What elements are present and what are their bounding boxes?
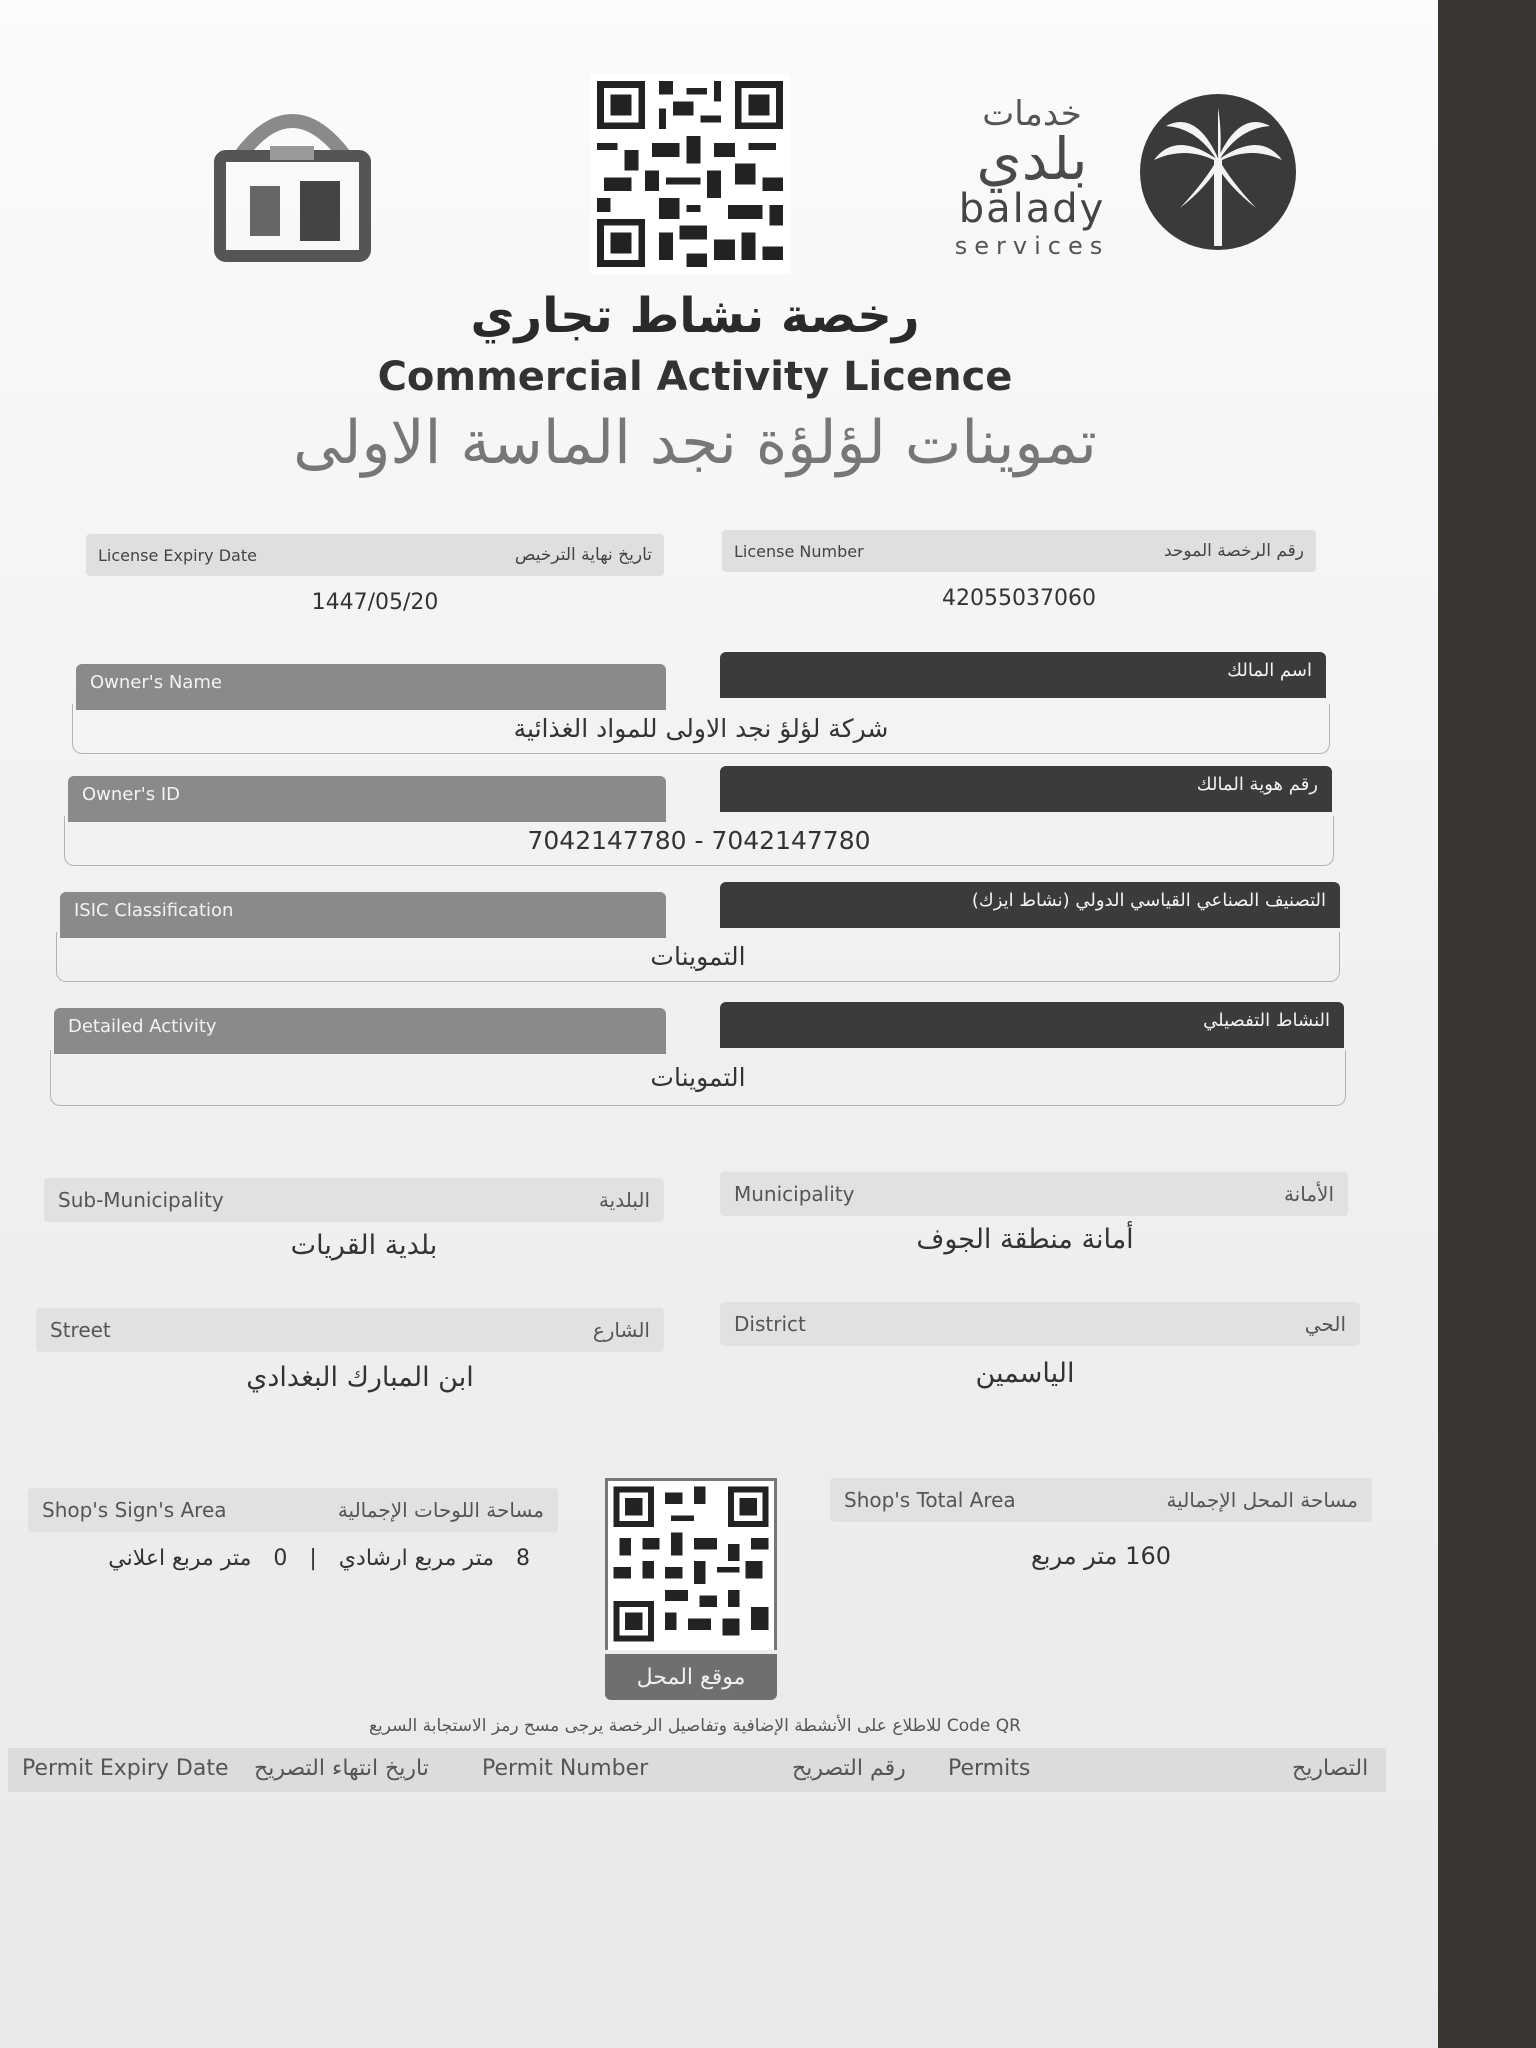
sign-area-label-box bbox=[28, 1488, 558, 1532]
sub-municipality-label-ar: البلدية bbox=[598, 1188, 650, 1212]
license-number-value: 42055037060 bbox=[942, 586, 1096, 611]
detailed-activity-value: التموينات bbox=[50, 1050, 1346, 1106]
owner-id-label-en: Owner's ID bbox=[68, 776, 666, 822]
permits-label-en: Permits bbox=[948, 1756, 1031, 1781]
street-value: ابن المبارك البغدادي bbox=[246, 1362, 474, 1393]
total-area-value: 160 bbox=[1125, 1542, 1171, 1570]
sub-municipality-value: بلدية القريات bbox=[290, 1230, 438, 1261]
total-area-unit: متر مربع bbox=[1031, 1542, 1118, 1570]
qurayyat-municipality-logo bbox=[200, 86, 385, 266]
license-expiry-label-en: License Expiry Date bbox=[98, 545, 257, 565]
sub-municipality-label-en: Sub-Municipality bbox=[58, 1188, 224, 1212]
balady-services-wordmark bbox=[952, 96, 1112, 260]
balady-ar-small: خدمات bbox=[982, 94, 1082, 134]
isic-label-ar: التصنيف الصناعي القياسي الدولي (نشاط ايزك) bbox=[720, 882, 1340, 928]
qr-code-shop-location[interactable] bbox=[605, 1478, 777, 1650]
municipality-label-en: Municipality bbox=[734, 1182, 855, 1206]
detailed-activity-label-ar: النشاط التفصيلي bbox=[720, 1002, 1344, 1048]
district-label-en: District bbox=[734, 1312, 806, 1336]
business-name: تموينات لؤلؤة نجد الماسة الاولى bbox=[293, 408, 1097, 478]
license-expiry-label-box bbox=[86, 534, 664, 576]
license-expiry-label-ar: تاريخ نهاية الترخيص bbox=[514, 545, 652, 565]
sign-area-separator: | bbox=[309, 1546, 317, 1571]
qr-scan-note: للاطلاع على الأنشطة الإضافية وتفاصيل الرخصة يرجى مسح رمز الاستجابة السريع Code QR bbox=[369, 1716, 1021, 1736]
license-expiry-value: 1447/05/20 bbox=[311, 590, 439, 615]
street-label-en: Street bbox=[50, 1318, 111, 1342]
shop-location-badge[interactable]: موقع المحل bbox=[605, 1654, 777, 1700]
qr-code-top[interactable] bbox=[590, 74, 790, 274]
sign-area-ad-unit: متر مربع اعلاني bbox=[108, 1546, 252, 1571]
permit-expiry-label-ar: تاريخ انتهاء التصريح bbox=[254, 1756, 429, 1781]
permit-number-label-ar: رقم التصريح bbox=[792, 1756, 906, 1781]
owner-name-label-en: Owner's Name bbox=[76, 664, 666, 710]
municipality-label-ar: الأمانة bbox=[1283, 1182, 1334, 1206]
sign-area-values bbox=[90, 1546, 530, 1571]
owner-id-value: 7042147780 - 7042147780 bbox=[64, 816, 1334, 866]
license-number-label-box bbox=[722, 530, 1316, 572]
permit-expiry-label-en: Permit Expiry Date bbox=[22, 1756, 229, 1781]
district-value: الياسمين bbox=[975, 1358, 1075, 1389]
balady-en: balady bbox=[958, 186, 1106, 232]
title-ar: رخصة نشاط تجاري bbox=[470, 288, 920, 344]
palm-tree-icon bbox=[1136, 90, 1300, 254]
isic-label-en: ISIC Classification bbox=[60, 892, 666, 938]
sign-area-guide-unit: متر مربع ارشادي bbox=[338, 1546, 494, 1571]
owner-name-label-ar: اسم المالك bbox=[720, 652, 1326, 698]
owner-name-value: شركة لؤلؤ نجد الاولى للمواد الغذائية bbox=[72, 704, 1330, 754]
detailed-activity-label-en: Detailed Activity bbox=[54, 1008, 666, 1054]
balady-services-label: services bbox=[954, 232, 1110, 260]
balady-ar: بلدي bbox=[976, 125, 1088, 193]
permits-header-bar bbox=[8, 1748, 1386, 1792]
total-area-value-row bbox=[830, 1542, 1372, 1570]
sign-area-ad-value: 0 bbox=[273, 1546, 288, 1571]
license-number-label-en: License Number bbox=[734, 541, 864, 561]
title-en: Commercial Activity Licence bbox=[377, 354, 1013, 400]
total-area-label-box bbox=[830, 1478, 1372, 1522]
isic-value: التموينات bbox=[56, 932, 1340, 982]
owner-id-label-ar: رقم هوية المالك bbox=[720, 766, 1332, 812]
sub-municipality-label-box bbox=[44, 1178, 664, 1222]
street-label-box bbox=[36, 1308, 664, 1352]
street-label-ar: الشارع bbox=[592, 1318, 650, 1342]
sign-area-guide-value: 8 bbox=[516, 1546, 530, 1571]
municipality-label-box bbox=[720, 1172, 1348, 1216]
permit-number-label-en: Permit Number bbox=[482, 1756, 649, 1781]
total-area-label-ar: مساحة المحل الإجمالية bbox=[1166, 1488, 1358, 1512]
sign-area-label-ar: مساحة اللوحات الإجمالية bbox=[337, 1498, 544, 1522]
sign-area-label-en: Shop's Sign's Area bbox=[42, 1498, 227, 1522]
district-label-ar: الحي bbox=[1304, 1312, 1346, 1336]
total-area-label-en: Shop's Total Area bbox=[844, 1488, 1016, 1512]
district-label-box bbox=[720, 1302, 1360, 1346]
municipality-value: أمانة منطقة الجوف bbox=[916, 1224, 1134, 1255]
permits-label-ar: التصاريح bbox=[1292, 1756, 1369, 1781]
license-number-label-ar: رقم الرخصة الموحد bbox=[1163, 541, 1304, 561]
